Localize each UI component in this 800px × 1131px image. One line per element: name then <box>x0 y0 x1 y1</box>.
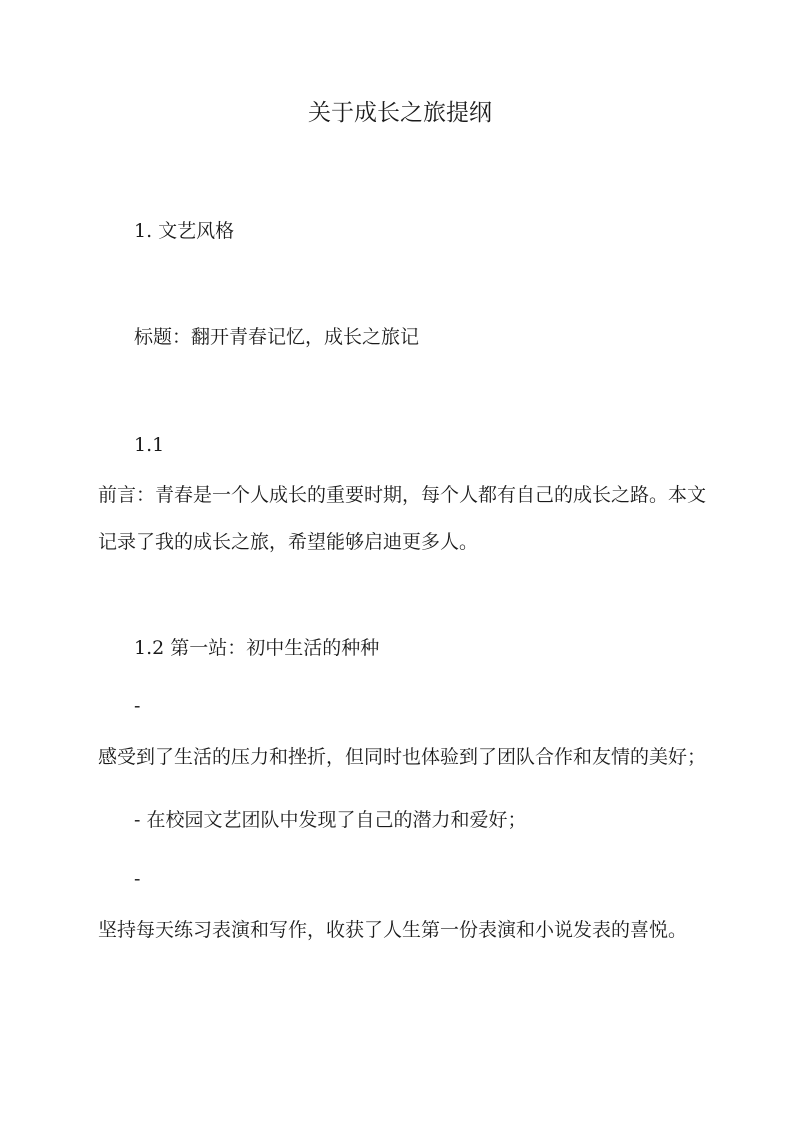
bullet-item-2: - 在校园文艺团队中发现了自己的潜力和爱好； <box>134 809 527 831</box>
bullet-text-1: 感受到了生活的压力和挫折，但同时也体验到了团队合作和友情的美好； <box>98 746 707 768</box>
section-heading: 1. 文艺风格 <box>134 220 235 242</box>
bullet-dash-1: - <box>134 695 141 717</box>
bullet-dash-3: - <box>134 868 141 890</box>
preface-line-1: 前言：青春是一个人成长的重要时期，每个人都有自己的成长之路。本文 <box>98 484 707 506</box>
document-title: 关于成长之旅提纲 <box>308 100 492 126</box>
subtitle-line: 标题：翻开青春记忆，成长之旅记 <box>134 326 420 348</box>
section-heading-1-2: 1.2 第一站：初中生活的种种 <box>134 637 380 659</box>
section-number-1-1: 1.1 <box>134 434 165 456</box>
bullet-text-3: 坚持每天练习表演和写作，收获了人生第一份表演和小说发表的喜悦。 <box>98 919 688 941</box>
preface-line-2: 记录了我的成长之旅，希望能够启迪更多人。 <box>98 531 479 553</box>
